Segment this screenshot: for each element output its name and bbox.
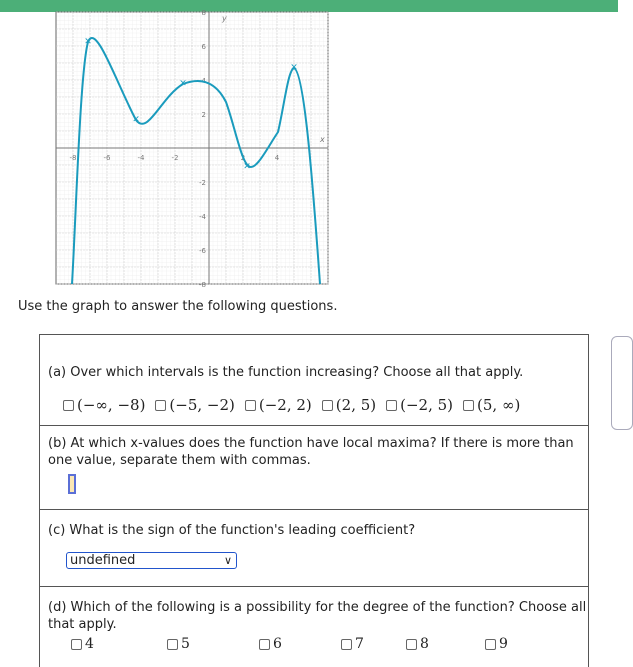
interval-option-1[interactable] [63,396,145,414]
option-label: 8 [420,636,429,652]
y-tick-label: 8 [201,9,206,17]
interval-options [63,396,520,414]
extremum-marker: ✕ [132,115,140,125]
question-b-line2: one value, separate them with commas. [48,453,311,468]
extremum-marker: ✕ [290,63,298,73]
interval-option-4[interactable] [322,396,376,414]
interval-option-6[interactable] [463,396,520,414]
degree-option-2[interactable] [167,636,190,652]
option-label: (−5, −2) [169,396,235,414]
degree-option-5[interactable] [406,636,429,652]
option-label: (2, 5) [335,396,377,414]
y-tick-label: -2 [199,179,206,187]
checkbox[interactable] [155,400,166,411]
question-d-line1: (d) Which of the following is a possibility for the degree of the function? Choose all [48,600,587,615]
select-value: undefined [70,553,136,568]
interval-option-3[interactable] [245,396,312,414]
instructions: Use the graph to answer the following questions. [18,299,338,314]
question-d-text [48,599,586,633]
option-label: 7 [355,636,364,652]
option-label: (−∞, −8) [77,396,146,414]
checkbox[interactable] [406,639,417,650]
checkbox[interactable] [71,639,82,650]
checkbox[interactable] [341,639,352,650]
y-tick-label: 4 [201,77,206,85]
checkbox[interactable] [386,400,397,411]
y-tick-label: -4 [199,213,206,221]
question-a-text: (a) Over which intervals is the function increasing? Choose all that apply. [48,365,524,380]
option-label: 5 [181,636,190,652]
checkbox[interactable] [245,400,256,411]
local-maxima-input[interactable] [68,474,76,494]
y-tick-label: 2 [201,111,206,119]
question-c-box [39,509,589,587]
header-bar [0,0,618,12]
y-axis-label: y [222,14,227,23]
interval-option-2[interactable] [155,396,234,414]
option-label: 6 [273,636,282,652]
degree-option-3[interactable] [259,636,282,652]
function-graph [56,9,328,289]
option-label: (−2, 2) [258,396,312,414]
option-label: 9 [499,636,508,652]
y-tick-label: -6 [199,247,206,255]
checkbox[interactable] [63,400,74,411]
x-tick-label: -6 [103,154,111,162]
question-d-line2: that apply. [48,617,117,632]
y-tick-label: 6 [201,43,206,51]
x-tick-label: 2 [240,154,246,162]
degree-option-6[interactable] [485,636,508,652]
extremum-marker: ✕ [84,37,92,47]
chevron-down-icon: ∨ [223,554,232,567]
y-tick-label: -8 [199,281,206,289]
extremum-marker: ✕ [243,162,251,172]
side-panel-tab[interactable] [611,336,633,430]
x-axis-label: x [320,135,325,144]
degree-option-1[interactable] [71,636,94,652]
x-tick-label: -2 [171,154,179,162]
leading-coefficient-select[interactable] [66,552,237,569]
checkbox[interactable] [259,639,270,650]
x-tick-label: -8 [69,154,77,162]
question-b-text [48,435,574,469]
option-label: 4 [85,636,94,652]
question-c-text: (c) What is the sign of the function's leading coefficient? [48,523,416,538]
degree-option-4[interactable] [341,636,364,652]
interval-option-5[interactable] [386,396,453,414]
checkbox[interactable] [463,400,474,411]
checkbox[interactable] [167,639,178,650]
extremum-marker: ✕ [179,79,187,89]
option-label: (−2, 5) [400,396,454,414]
x-tick-label: 4 [274,154,280,162]
checkbox[interactable] [322,400,333,411]
question-b-line1: (b) At which x-values does the function have local maxima? If there is more than [48,436,574,451]
option-label: (5, ∞) [477,396,521,414]
x-tick-label: -4 [137,154,145,162]
checkbox[interactable] [485,639,496,650]
